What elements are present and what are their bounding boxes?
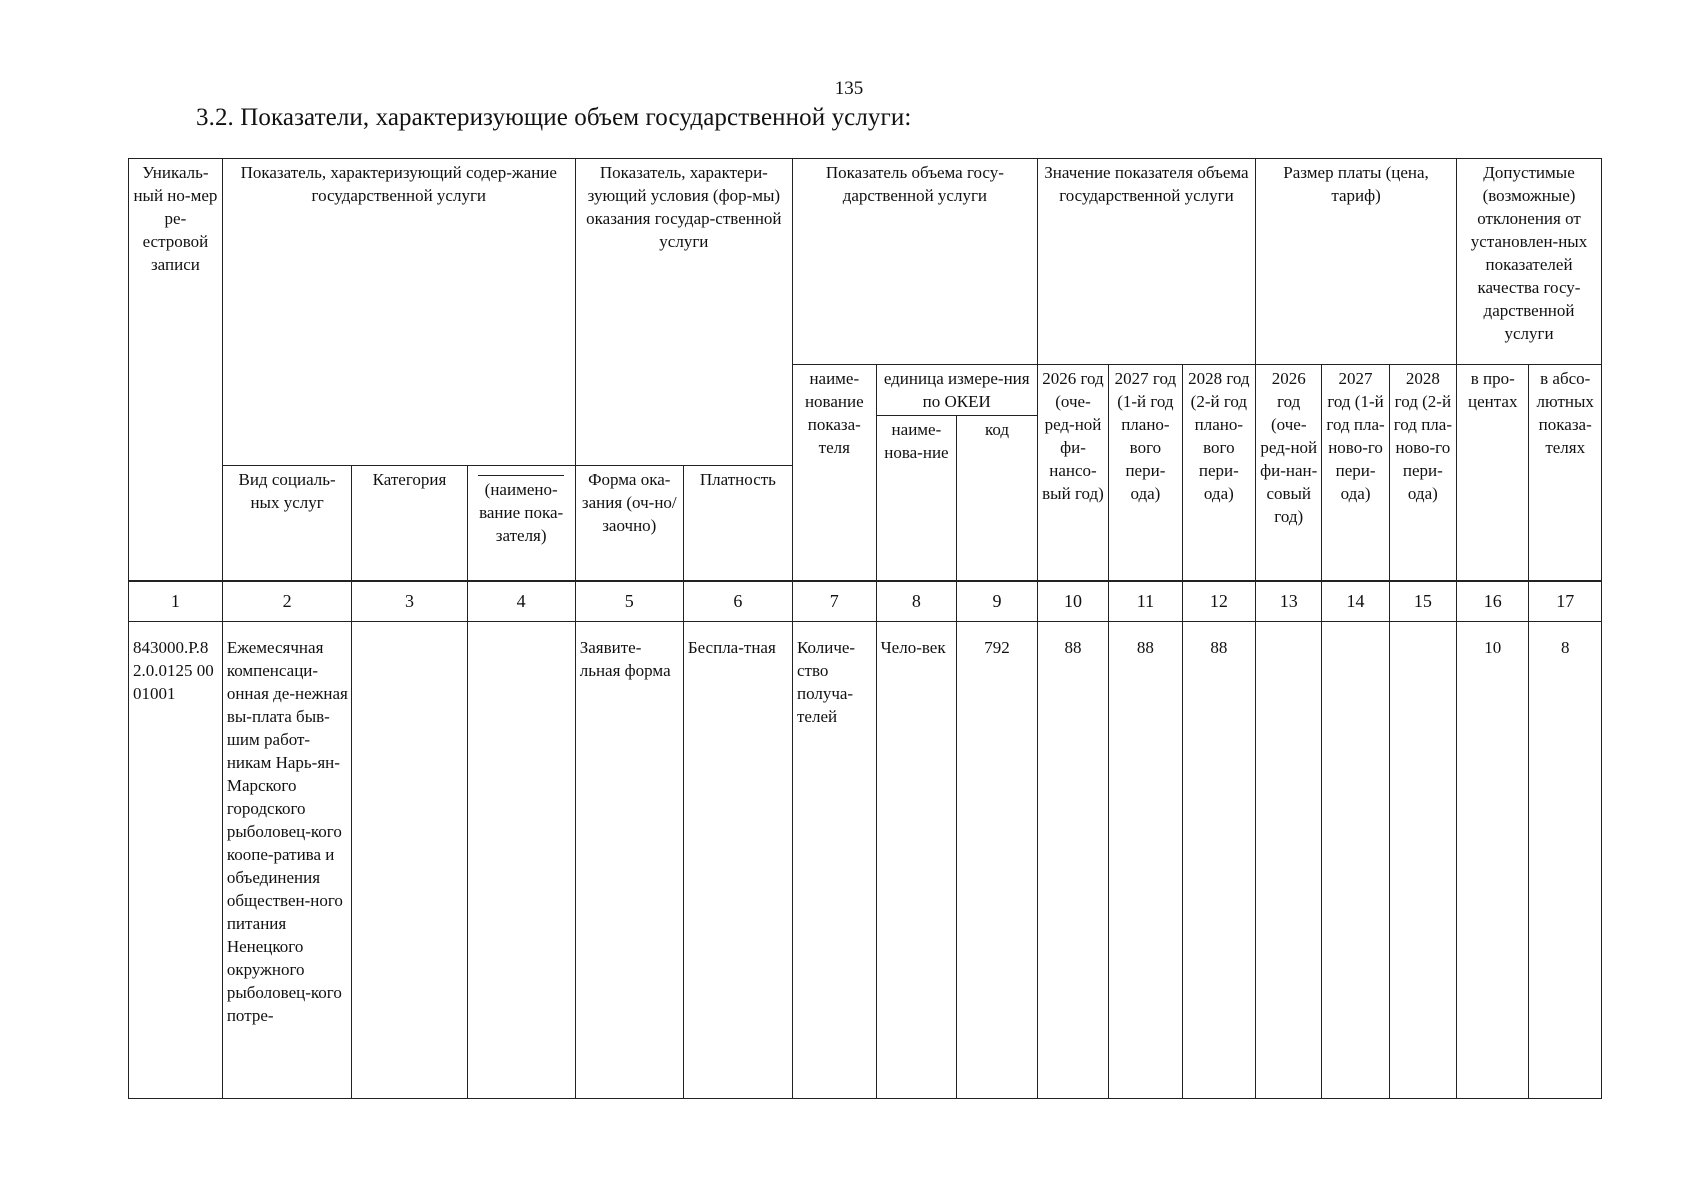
cell-category <box>352 621 467 1098</box>
column-number: 2 <box>222 581 352 622</box>
header-okei-unit: единица измере-ния по ОКЕИ <box>876 365 1037 416</box>
header-content-indicator: Показатель, характеризующий содер-жание государственной услуги <box>222 159 575 466</box>
column-number: 16 <box>1457 581 1529 622</box>
cell-indicator-name: Количе-ство получа-телей <box>792 621 876 1098</box>
header-volume-2027: 2027 год (1-й год плано-вого пери-ода) <box>1109 365 1182 581</box>
column-number: 13 <box>1256 581 1322 622</box>
column-number: 6 <box>683 581 792 622</box>
column-number: 14 <box>1322 581 1389 622</box>
cell-unnamed <box>467 621 575 1098</box>
header-volume-value: Значение показателя объема государственной услуги <box>1037 159 1255 365</box>
header-service-type: Вид социаль-ных услуг <box>222 466 352 581</box>
header-deviations: Допустимые (возможные) отклонения от установлен-ных показателей качества госу-дарственной услуги <box>1457 159 1602 365</box>
header-fee-2026: 2026 год (оче-ред-ной фи-нан-совый год) <box>1256 365 1322 581</box>
table-row <box>129 621 1602 1098</box>
cell-fee-2026 <box>1256 621 1322 1098</box>
cell-deviation-percent: 10 <box>1457 621 1529 1098</box>
header-volume-indicator: Показатель объема госу-дарственной услуги <box>792 159 1037 365</box>
volume-indicators-table <box>128 158 1602 1099</box>
column-number: 8 <box>876 581 957 622</box>
column-number: 17 <box>1529 581 1602 622</box>
cell-value-2026: 88 <box>1037 621 1108 1098</box>
cell-registry-number: 843000.Р.82.0.0125 0001001 <box>129 621 223 1098</box>
header-fee-2027: 2027 год (1-й год пла-ново-го пери-ода) <box>1322 365 1389 581</box>
cell-fee-2027 <box>1322 621 1389 1098</box>
header-volume-2028: 2028 год (2-й год плано-вого пери-ода) <box>1182 365 1255 581</box>
column-number: 15 <box>1389 581 1456 622</box>
header-payment: Платность <box>683 466 792 581</box>
column-number: 3 <box>352 581 467 622</box>
header-unique-number: Уникаль-ный но-мер ре-естровой записи <box>129 159 223 581</box>
cell-value-2027: 88 <box>1109 621 1182 1098</box>
header-unnamed-label: (наимено-вание пока-зателя) <box>479 480 564 545</box>
header-volume-2026: 2026 год (оче-ред-ной фи-нансо-вый год) <box>1037 365 1108 581</box>
column-number: 9 <box>957 581 1038 622</box>
header-fee-2028: 2028 год (2-й год пла-ново-го пери-ода) <box>1389 365 1456 581</box>
cell-form: Заявите-льная форма <box>575 621 683 1098</box>
column-number: 12 <box>1182 581 1255 622</box>
header-indicator-name: наиме-нование показа-теля <box>792 365 876 581</box>
column-number: 4 <box>467 581 575 622</box>
header-deviation-percent: в про-центах <box>1457 365 1529 581</box>
column-number: 5 <box>575 581 683 622</box>
column-number: 7 <box>792 581 876 622</box>
column-number: 1 <box>129 581 223 622</box>
header-category: Категория <box>352 466 467 581</box>
section-title: 3.2. Показатели, характеризующие объем государственной услуги: <box>196 104 912 131</box>
header-form: Форма ока-зания (оч-но/заочно) <box>575 466 683 581</box>
column-number: 10 <box>1037 581 1108 622</box>
cell-unit-name: Чело-век <box>876 621 957 1098</box>
column-number: 11 <box>1109 581 1182 622</box>
cell-service-type: Ежемесячная компенсаци-онная де-нежная вы-плата быв-шим работ-никам Нарь-ян-Марского городского рыболовец-кого коопе-ратива и объединения обществен-ного питания Ненецкого окружного рыболовец-кого потре- <box>222 621 352 1098</box>
cell-unit-code: 792 <box>957 621 1038 1098</box>
header-okei-name: наиме-нова-ние <box>876 416 957 581</box>
page-number: 135 <box>834 78 864 99</box>
header-fee: Размер платы (цена, тариф) <box>1256 159 1457 365</box>
header-deviation-absolute: в абсо-лютных показа-телях <box>1529 365 1602 581</box>
cell-fee-2028 <box>1389 621 1456 1098</box>
cell-value-2028: 88 <box>1182 621 1255 1098</box>
header-unnamed-indicator <box>467 466 575 581</box>
header-okei-code: код <box>957 416 1038 581</box>
blank-underline <box>478 475 564 476</box>
cell-payment: Беспла-тная <box>683 621 792 1098</box>
cell-deviation-absolute: 8 <box>1529 621 1602 1098</box>
header-conditions-indicator: Показатель, характери-зующий условия (фор-мы) оказания государ-ственной услуги <box>575 159 792 466</box>
